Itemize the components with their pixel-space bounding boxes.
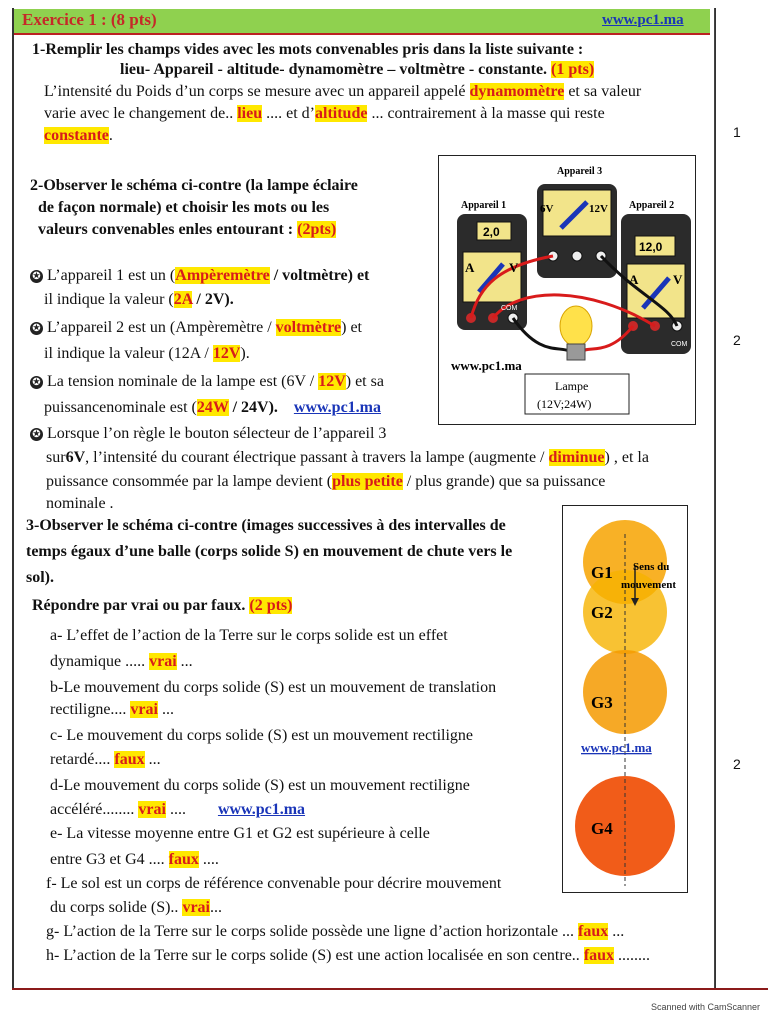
q3-c-text: retardé....: [50, 751, 111, 768]
header-site-link[interactable]: www.pc1.ma: [602, 12, 684, 28]
lamp-bulb: [560, 306, 592, 346]
q2-b1-text1: L’appareil 1 est un (: [47, 267, 176, 284]
figure-site-label-2: www.pc1.ma: [581, 740, 652, 755]
score-column: [714, 8, 768, 988]
q3-f-answer: vrai: [182, 899, 210, 916]
q1-text1: L’intensité du Poids d’un corps se mesure avec un appareil appelé: [44, 83, 466, 100]
figure-site-label: www.pc1.ma: [451, 358, 522, 373]
q3-e-line2: entre G3 et G4 .... faux ....: [50, 851, 219, 868]
q2-bullet4-line2: [46, 448, 649, 468]
q3-g-text: g- L’action de la Terre sur le corps solide possède une ligne d’action horizontale ...: [46, 923, 575, 940]
q2-title-1: 2-Observer le schéma ci-contre (la lampe éclaire: [30, 177, 358, 194]
appareil3-range-12v: 12V: [589, 203, 608, 215]
appareil1-scale-v: V: [509, 260, 519, 275]
q3-score: 2: [733, 756, 741, 772]
q3-title-3: sol).: [26, 569, 54, 586]
q2-b2-value: 12V: [212, 345, 241, 362]
bullet-icon: ✪: [30, 428, 43, 441]
appareil3-range-6v: 6V: [540, 203, 554, 215]
appareil3-plug2: [572, 251, 582, 261]
q3-e-line1: e- La vitesse moyenne entre G1 et G2 est supérieure à celle: [50, 825, 430, 842]
q2-bullet4-line3: [46, 472, 605, 492]
falling-ball-figure: [562, 505, 688, 893]
q2-b4-6v: 6V: [65, 449, 86, 466]
scanner-watermark: Scanned with CamScanner: [650, 1002, 760, 1012]
exercise-header: [14, 9, 710, 35]
bullet-icon: ✪: [30, 322, 43, 335]
q3-e-answer: faux: [168, 851, 199, 868]
q3-e-text: entre G3 et G4 ....: [50, 851, 165, 868]
q2-b4-text5: puissance consommée par la lampe devient (: [46, 473, 333, 490]
lamp-label: Lampe: [555, 379, 589, 393]
q1-title: 1-Remplir les champs vides avec les mots convenables pris dans la liste suivante :: [32, 41, 584, 58]
q2-b3-text3: puissancenominale est (: [44, 399, 197, 416]
appareil3-label: Appareil 3: [557, 166, 603, 177]
bullet-icon: ✪: [30, 270, 43, 283]
q3-g-line: g- L’action de la Terre sur le corps solide possède une ligne d’action horizontale ... faux ...: [46, 923, 625, 940]
lamp-socket: [567, 344, 585, 360]
q3-h-line: h- L’action de la Terre sur le corps solide (S) est une action localisée en son centre.. faux ........: [46, 947, 651, 964]
q1-answer-dynamometre: dynamomètre: [469, 83, 565, 100]
q1-list: [120, 60, 594, 80]
q2-b2-text4: ).: [240, 345, 250, 362]
q2-title-3-text: valeurs convenables enles entourant :: [38, 221, 294, 238]
q3-d-text: accéléré........: [50, 801, 135, 818]
q3-title-2: temps égaux d’une balle (corps solide S) en mouvement de chute vers le: [26, 543, 513, 560]
q3-f-line2: du corps solide (S).. vrai...: [50, 899, 222, 916]
q1-answer-altitude: altitude: [315, 105, 368, 122]
q2-site-link[interactable]: www.pc1.ma: [293, 399, 381, 416]
q1-answer-constante: constante: [44, 127, 109, 144]
q3-d-answer: vrai: [138, 801, 166, 818]
q1-text2: et sa valeur: [568, 83, 642, 100]
q3-points: (2 pts): [249, 597, 293, 614]
q2-b2-text3: il indique la valeur (12A /: [44, 345, 213, 362]
q2-b4-answer2: plus petite: [332, 473, 403, 490]
q1-points: (1 pts): [551, 61, 595, 78]
q2-bullet2-line1: [30, 318, 362, 338]
falling-ball-diagram: [563, 506, 687, 892]
ball-label-g4: G4: [591, 819, 613, 838]
q3-f-text: du corps solide (S)..: [50, 899, 179, 916]
q3-a-text: dynamique .....: [50, 653, 146, 670]
q3-h-answer: faux: [583, 947, 615, 964]
q1-line1: [44, 82, 641, 102]
q2-points: (2pts): [297, 221, 337, 238]
appareil2-display-value: 12,0: [639, 240, 663, 254]
q2-b1-value: 2A: [173, 291, 193, 308]
appareil1-scale-a: A: [465, 260, 475, 275]
q2-b3-text4: / 24V).: [228, 399, 278, 416]
q1-text4: .... et d’: [266, 105, 315, 122]
lamp-spec: (12V;24W): [537, 397, 592, 411]
q1-text5: ... contrairement à la masse qui reste: [371, 105, 605, 122]
q3-instruction-text: Répondre par vrai ou par faux.: [32, 597, 246, 614]
q2-b3-answer: 12V: [318, 373, 346, 390]
q3-title-1: 3-Observer le schéma ci-contre (images successives à des intervalles de: [26, 517, 506, 534]
ball-position-4: [575, 776, 675, 876]
q3-c-line1: c- Le mouvement du corps solide (S) est un mouvement rectiligne: [50, 727, 473, 744]
exercise-title: Exercice 1 : (8 pts): [22, 10, 157, 29]
q2-b4-text6: / plus grande) que sa puissance: [402, 473, 606, 490]
q2-b2-text2: ) et: [341, 319, 362, 336]
q3-c-answer: faux: [114, 751, 145, 768]
appareil1-display-value: 2,0: [483, 225, 500, 239]
ball-label-g2: G2: [591, 603, 613, 622]
q2-b4-text3: , l’intensité du courant électrique passant à travers la lampe (augmente /: [85, 449, 549, 466]
q2-bullet3-line2: [44, 398, 381, 418]
bullet-icon: ✪: [30, 376, 43, 389]
q3-c-line2: retardé.... faux ...: [50, 751, 161, 768]
q2-bullet4-line1: [30, 424, 386, 444]
q2-bullet1-line1: [30, 266, 369, 286]
q1-score: 1: [733, 124, 741, 140]
direction-label-2: mouvement: [621, 579, 676, 591]
q2-b4-text1: Lorsque l’on règle le bouton sélecteur de l’appareil 3: [47, 425, 387, 442]
q3-b-answer: vrai: [130, 701, 158, 718]
ball-label-g1: G1: [591, 563, 613, 582]
q3-h-text: h- L’action de la Terre sur le corps solide (S) est une action localisée en son centre..: [46, 947, 580, 964]
appareil1-com-label: COM: [501, 305, 518, 312]
q3-a-answer: vrai: [149, 653, 177, 670]
q1-text3: varie avec le changement de..: [44, 105, 234, 122]
q2-bullet3-line1: [30, 372, 384, 392]
q2-b2-text1: L’appareil 2 est un (Ampèremètre /: [47, 319, 276, 336]
q3-d-line2: [50, 800, 305, 820]
q2-title-2: de façon normale) et choisir les mots ou les: [38, 199, 330, 216]
circuit-diagram: [439, 156, 695, 424]
ball-label-g3: G3: [591, 693, 613, 712]
appareil2-scale-a: A: [629, 272, 639, 287]
circuit-figure: [438, 155, 696, 425]
q2-bullet4-line4: nominale .: [46, 495, 114, 512]
q3-site-link[interactable]: www.pc1.ma: [217, 801, 306, 818]
q2-score: 2: [733, 332, 741, 348]
q2-title-3: [38, 220, 336, 240]
q2-bullet1-line2: [44, 290, 234, 310]
appareil2-com-label: COM: [671, 341, 688, 348]
q3-b-line1: b-Le mouvement du corps solide (S) est un mouvement de translation: [50, 679, 497, 696]
q1-line2: [44, 104, 605, 124]
q3-d-dots: ....: [169, 801, 186, 818]
q3-d-line1: d-Le mouvement du corps solide (S) est un mouvement rectiligne: [50, 777, 470, 794]
q3-f-line1: f- Le sol est un corps de référence convenable pour décrire mouvement: [46, 875, 502, 892]
q2-b2-answer: voltmètre: [275, 319, 342, 336]
q3-a-line1: a- L’effet de l’action de la Terre sur le corps solide est un effet: [50, 627, 448, 644]
q1-answer-lieu: lieu: [237, 105, 263, 122]
q2-b4-text4: ) , et la: [604, 449, 649, 466]
q3-instruction: [32, 596, 292, 616]
appareil2-scale-v: V: [673, 272, 683, 287]
bottom-rule: [12, 988, 768, 990]
q2-bullet2-line2: [44, 344, 250, 364]
q2-b1-text2: / voltmètre) et: [269, 267, 370, 284]
direction-label-1: Sens du: [633, 561, 670, 573]
q2-b4-text2: sur: [46, 449, 66, 466]
q1-line3: constante.: [44, 127, 113, 144]
appareil2-label: Appareil 2: [629, 200, 675, 211]
q1-word-list: lieu- Appareil - altitude- dynamomètre – voltmètre - constante.: [120, 61, 548, 78]
q3-a-line2: dynamique ..... vrai ...: [50, 653, 193, 670]
appareil1-label: Appareil 1: [461, 200, 507, 211]
q3-g-answer: faux: [578, 923, 609, 940]
q3-b-text: rectiligne....: [50, 701, 127, 718]
q2-b3-text1: La tension nominale de la lampe est (6V /: [47, 373, 319, 390]
q2-b3-value: 24W: [196, 399, 229, 416]
q2-b1-answer: Ampèremètre: [175, 267, 270, 284]
q2-b4-answer1: diminue: [548, 449, 605, 466]
q2-b3-text2: ) et sa: [345, 373, 384, 390]
q3-b-line2: rectiligne.... vrai ...: [50, 701, 174, 718]
q2-b1-text4: / 2V).: [192, 291, 234, 308]
q2-b1-text3: il indique la valeur (: [44, 291, 174, 308]
